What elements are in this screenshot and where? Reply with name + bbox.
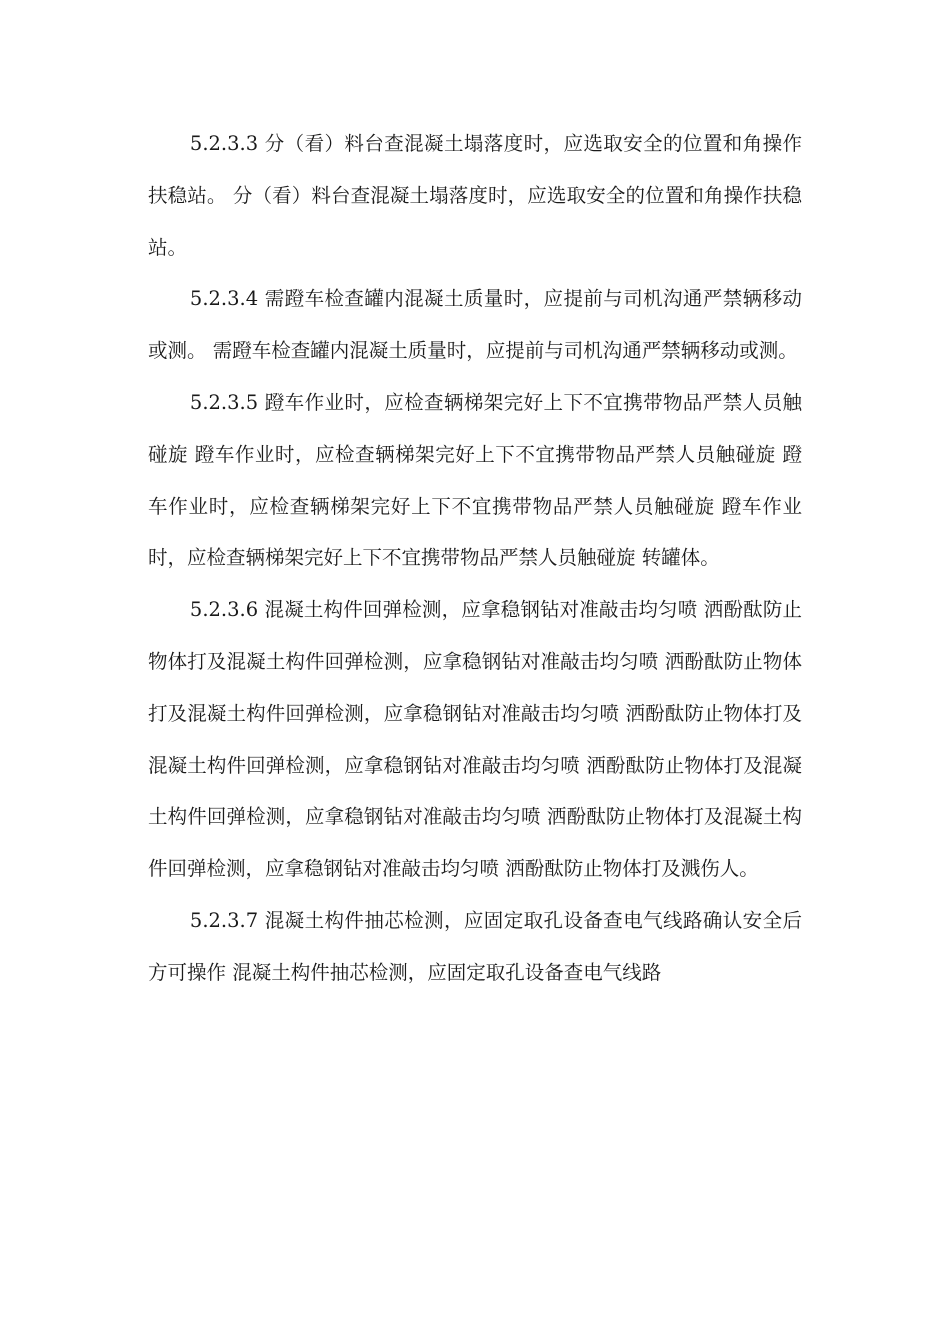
paragraph-5-2-3-7: 5.2.3.7 混凝土构件抽芯检测，应固定取孔设备查电气线路确认安全后方可操作 混凝土构件抽芯检测，应固定取孔设备查电气线路	[148, 908, 802, 984]
paragraph-5-2-3-5: 5.2.3.5 蹬车作业时，应检查辆梯架完好上下不宜携带物品严禁人员触碰旋 蹬车作业时，应检查辆梯架完好上下不宜携带物品严禁人员触碰旋 蹬车作业时，应检查辆梯架完好上下不宜携带物品严禁人员触碰旋 蹬车作业时，应检查辆梯架完好上下不宜携带物品严禁人员触碰旋 转罐体。	[148, 390, 802, 570]
document-body	[148, 118, 802, 999]
paragraph-5-2-3-4: 5.2.3.4 需蹬车检查罐内混凝土质量时，应提前与司机沟通严禁辆移动或测。 需蹬车检查罐内混凝土质量时，应提前与司机沟通严禁辆移动或测。	[148, 287, 802, 363]
paragraph-5-2-3-3: 5.2.3.3 分（看）料台查混凝土塌落度时，应选取安全的位置和角操作扶稳站。 分（看）料台查混凝土塌落度时，应选取安全的位置和角操作扶稳站。	[148, 132, 802, 259]
paragraph-5-2-3-6: 5.2.3.6 混凝土构件回弹检测，应拿稳钢钻对准敲击均匀喷 洒酚酞防止物体打及混凝土构件回弹检测，应拿稳钢钻对准敲击均匀喷 洒酚酞防止物体打及混凝土构件回弹检测，应拿稳钢钻对准敲击均匀喷 洒酚酞防止物体打及混凝土构件回弹检测，应拿稳钢钻对准敲击均匀喷 洒酚酞防止物体打及混凝土构件回弹检测，应拿稳钢钻对准敲击均匀喷 洒酚酞防止物体打及混凝土构件回弹检测，应拿稳钢钻对准敲击均匀喷 洒酚酞防止物体打及溅伤人。	[148, 598, 802, 881]
